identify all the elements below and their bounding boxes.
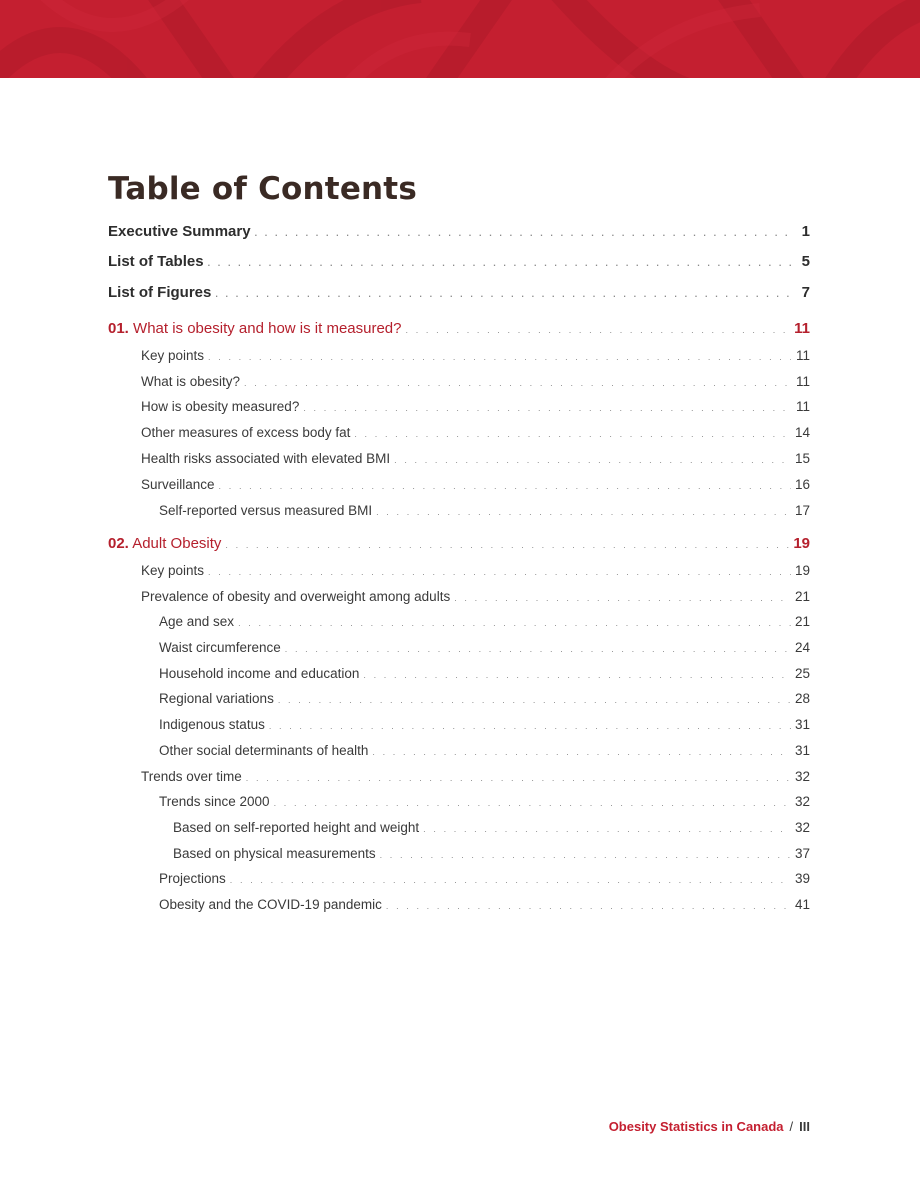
toc-dot-leader (208, 258, 791, 268)
toc-entry-row[interactable] (159, 871, 810, 886)
toc-dot-leader (244, 378, 791, 388)
toc-dot-leader (225, 540, 790, 550)
toc-entry-label (108, 223, 251, 240)
toc-entry-text: Key points (141, 563, 205, 578)
toc-dot-leader (354, 429, 791, 439)
toc-page-number: 37 (794, 846, 810, 861)
toc-dot-leader (386, 901, 791, 911)
toc-entry-row[interactable] (141, 425, 810, 440)
toc-dot-leader (274, 798, 791, 808)
toc-dot-leader (363, 670, 791, 680)
toc-entry-row[interactable] (173, 820, 810, 835)
toc-entry-label (159, 871, 226, 886)
toc-entry-text: Trends over time (141, 769, 242, 784)
toc-page-number: 32 (794, 769, 810, 784)
toc-entry-label (141, 348, 204, 363)
toc-page-number: 17 (794, 503, 810, 518)
footer-document-title: Obesity Statistics in Canada (608, 1119, 784, 1134)
toc-page-number: 41 (794, 897, 810, 912)
toc-entry-row[interactable] (159, 897, 810, 912)
toc-section-row[interactable] (108, 320, 810, 337)
page-title: Table of Contents (108, 171, 417, 207)
toc-dot-leader (208, 567, 791, 577)
toc-entry-row[interactable] (141, 769, 810, 784)
toc-entry-label (108, 535, 221, 552)
toc-section-number: 02. (108, 535, 129, 552)
toc-entry-text: Adult Obesity (132, 535, 222, 552)
toc-dot-leader (255, 228, 791, 238)
toc-entry-text: List of Tables (108, 253, 204, 270)
toc-entry-text: Based on self-reported height and weight (173, 820, 420, 835)
toc-entry-row[interactable] (159, 794, 810, 809)
toc-dot-leader (238, 618, 791, 628)
toc-page-number: 25 (794, 666, 810, 681)
toc-entry-label (141, 374, 240, 389)
toc-entry-label (173, 820, 419, 835)
toc-entry-label (141, 399, 299, 414)
toc-dot-leader (454, 593, 791, 603)
toc-entry-text: Other social determinants of health (159, 743, 369, 758)
toc-page-number: 16 (794, 477, 810, 492)
toc-page-number: 31 (794, 743, 810, 758)
toc-entry-text: List of Figures (108, 284, 212, 301)
toc-page-number: 32 (794, 794, 810, 809)
toc-entry-label (141, 477, 215, 492)
toc-dot-leader (285, 644, 791, 654)
toc-entry-text: Indigenous status (159, 717, 265, 732)
toc-entry-text: How is obesity measured? (141, 399, 300, 414)
toc-entry-text: What is obesity? (141, 374, 241, 389)
toc-entry-text: Regional variations (159, 691, 274, 706)
toc-dot-leader (208, 352, 791, 362)
toc-entry-row[interactable] (159, 717, 810, 732)
toc-entry-label (159, 717, 265, 732)
toc-page-number: 39 (794, 871, 810, 886)
toc-page-number: 5 (801, 253, 810, 270)
toc-dot-leader (215, 289, 791, 299)
toc-dot-leader (372, 747, 791, 757)
toc-entry-row[interactable] (141, 563, 810, 578)
toc-entry-text: What is obesity and how is it measured? (133, 320, 402, 337)
toc-entry-label (159, 691, 274, 706)
toc-entry-label (159, 640, 281, 655)
header-banner (0, 0, 920, 78)
toc-entry-row[interactable] (108, 223, 810, 240)
toc-entry-label (159, 743, 368, 758)
toc-page-number: 15 (794, 451, 810, 466)
toc-entry-text: Household income and education (159, 666, 360, 681)
toc-page-number: 32 (794, 820, 810, 835)
toc-page-number: 21 (794, 614, 810, 629)
toc-entry-row[interactable] (141, 451, 810, 466)
toc-entry-label (173, 846, 376, 861)
toc-entry-text: Obesity and the COVID-19 pandemic (159, 897, 382, 912)
toc-entry-label (108, 320, 402, 337)
footer-page-number: III (799, 1119, 810, 1134)
toc-entry-label (141, 451, 390, 466)
toc-page-number: 19 (794, 563, 810, 578)
toc-entry-row[interactable] (159, 614, 810, 629)
toc-entry-row[interactable] (141, 348, 810, 363)
toc-page-number: 28 (794, 691, 810, 706)
toc-entry-text: Key points (141, 348, 205, 363)
toc-entry-text: Executive Summary (108, 223, 251, 240)
toc-entry-row[interactable] (141, 589, 810, 604)
toc-entry-text: Health risks associated with elevated BMI (141, 451, 391, 466)
toc-dot-leader (406, 325, 792, 335)
toc-page-number: 14 (794, 425, 810, 440)
toc-dot-leader (376, 507, 791, 517)
page-footer (609, 1119, 810, 1134)
toc-dot-leader (394, 455, 791, 465)
toc-page-number: 7 (801, 284, 810, 301)
toc-entry-row[interactable] (159, 640, 810, 655)
toc-entry-text: Prevalence of obesity and overweight among adults (141, 589, 451, 604)
toc-entry-row[interactable] (141, 374, 810, 389)
toc-entry-label (141, 769, 242, 784)
toc-entry-row[interactable] (108, 253, 810, 270)
toc-dot-leader (380, 850, 791, 860)
toc-dot-leader (269, 721, 791, 731)
toc-entry-label (159, 503, 372, 518)
toc-page-number: 31 (794, 717, 810, 732)
toc-dot-leader (219, 481, 791, 491)
toc-entry-label (159, 897, 382, 912)
toc-entry-row[interactable] (159, 743, 810, 758)
toc-entry-row[interactable] (108, 284, 810, 301)
toc-page-number: 19 (793, 535, 810, 552)
toc-entry-text: Self-reported versus measured BMI (159, 503, 373, 518)
toc-page-number: 11 (794, 320, 810, 337)
toc-entry-label (159, 794, 270, 809)
toc-entry-text: Trends since 2000 (159, 794, 270, 809)
toc-entry-row[interactable] (159, 666, 810, 681)
banner-pattern (0, 0, 920, 78)
toc-entry-text: Other measures of excess body fat (141, 425, 351, 440)
toc-entry-text: Projections (159, 871, 226, 886)
toc-section-row[interactable] (108, 535, 810, 552)
toc-entry-text: Surveillance (141, 477, 215, 492)
toc-entry-row[interactable] (141, 399, 810, 414)
toc-dot-leader (423, 824, 791, 834)
toc-entry-text: Age and sex (159, 614, 235, 629)
toc-entry-label (159, 666, 359, 681)
toc-entry-label (159, 614, 234, 629)
toc-entry-row[interactable] (159, 503, 810, 518)
toc-page-number: 11 (795, 348, 810, 363)
toc-page-number: 11 (795, 374, 810, 389)
toc-entry-label (141, 563, 204, 578)
toc-section-number: 01. (108, 320, 129, 337)
toc-entry-label (141, 589, 450, 604)
toc-entry-row[interactable] (173, 846, 810, 861)
toc-entry-text: Waist circumference (159, 640, 281, 655)
toc-page-number: 21 (794, 589, 810, 604)
toc-entry-text: Based on physical measurements (173, 846, 376, 861)
toc-dot-leader (278, 695, 791, 705)
toc-entry-label (108, 253, 204, 270)
toc-entry-label (141, 425, 350, 440)
footer-separator: / (789, 1119, 794, 1134)
toc-page-number: 1 (801, 223, 810, 240)
toc-entry-row[interactable] (141, 477, 810, 492)
toc-page-number: 24 (794, 640, 810, 655)
toc-page-number: 11 (795, 399, 810, 414)
toc-dot-leader (303, 403, 791, 413)
toc-dot-leader (246, 773, 791, 783)
toc-entry-label (108, 284, 211, 301)
toc-dot-leader (230, 875, 791, 885)
toc-entry-row[interactable] (159, 691, 810, 706)
